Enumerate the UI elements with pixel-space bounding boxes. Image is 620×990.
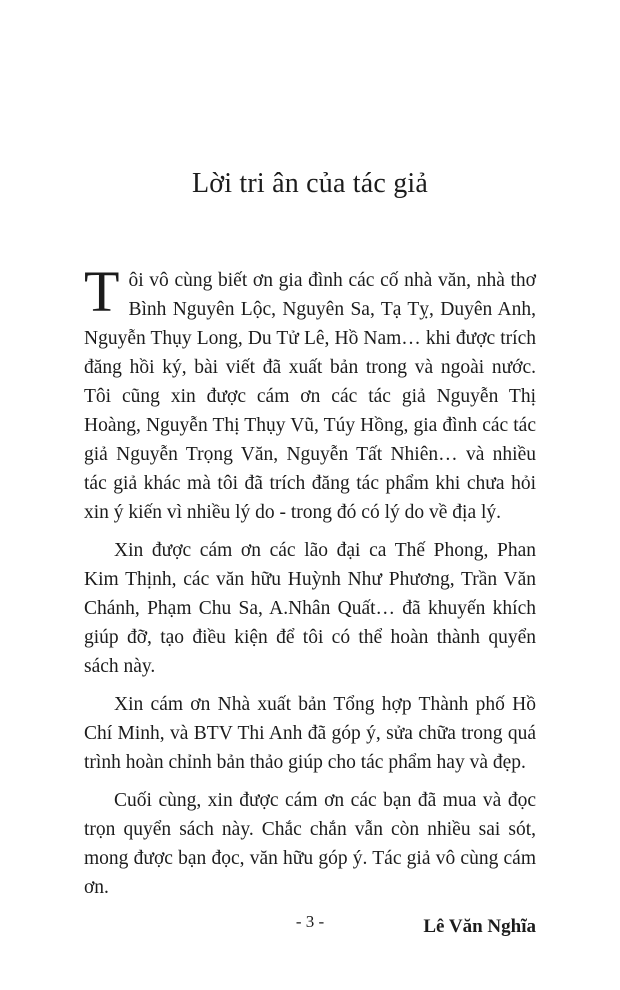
drop-cap: T	[84, 259, 120, 324]
paragraph: Xin cám ơn Nhà xuất bản Tổng hợp Thành phố Hồ Chí Minh, và BTV Thi Anh đã góp ý, sửa chữa trong quá trình hoàn chỉnh bản thảo giúp cho tác phẩm hay và đẹp.	[84, 694, 536, 773]
body-text	[84, 259, 536, 902]
page-number: - 3 -	[295, 912, 325, 931]
author-signature: Lê Văn Nghĩa	[423, 916, 536, 937]
paragraph: Cuối cùng, xin được cám ơn các bạn đã mua và đọc trọn quyển sách này. Chắc chắn vẫn còn nhiều sai sót, mong được bạn đọc, văn hữu góp ý. Tác giả vô cùng cám ơn.	[84, 790, 536, 898]
page-title: Lời tri ân của tác giả	[191, 168, 429, 199]
paragraph	[84, 259, 536, 527]
paragraph: Xin được cám ơn các lão đại ca Thế Phong, Phan Kim Thịnh, các văn hữu Huỳnh Như Phương, Trần Văn Chánh, Phạm Chu Sa, A.Nhân Quất… đã khuyến khích giúp đỡ, tạo điều kiện để tôi có thể hoàn thành quyển sách này.	[84, 540, 536, 677]
paragraph-text: ôi vô cùng biết ơn gia đình các cố nhà văn, nhà thơ Bình Nguyên Lộc, Nguyên Sa, Tạ Tỵ, Duyên Anh, Nguyễn Thụy Long, Du Tử Lê, Hồ Nam… khi được trích đăng hồi ký, bài viết đã xuất bản trong và ngoài nước. Tôi cũng xin được cám ơn các tác giả Nguyễn Thị Hoàng, Nguyễn Thị Thụy Vũ, Túy Hồng, gia đình các tác giả Nguyễn Trọng Văn, Nguyễn Tất Nhiên… và nhiều tác giả khác mà tôi đã trích đăng tác phẩm khi chưa hỏi xin ý kiến vì nhiều lý do - trong đó có lý do về địa lý.	[84, 270, 536, 523]
